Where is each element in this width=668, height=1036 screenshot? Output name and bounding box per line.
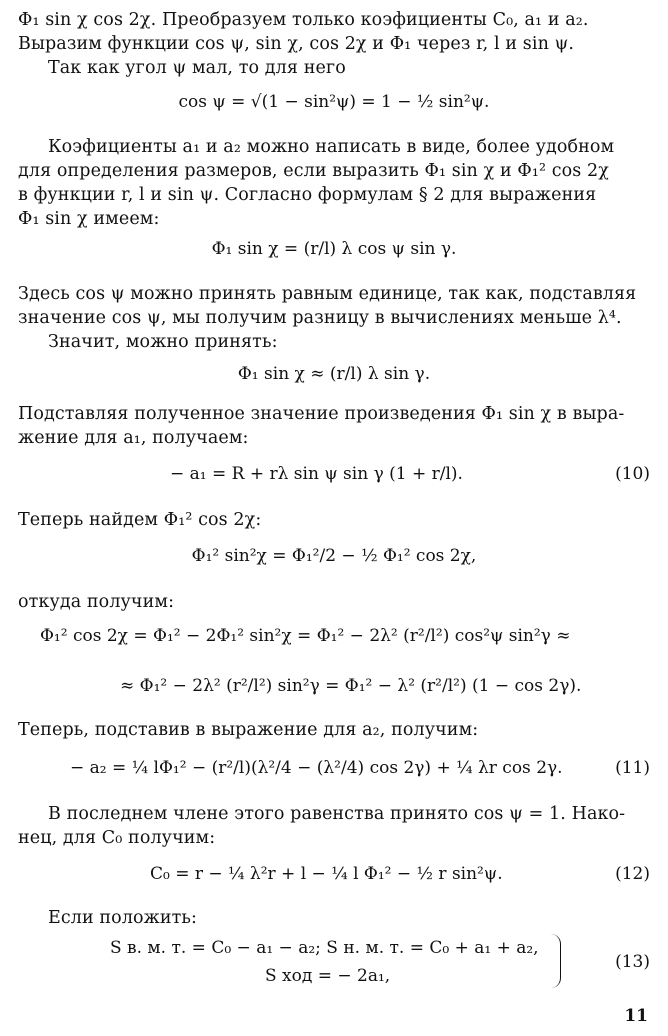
right-brace [548, 934, 561, 988]
text-line: откуда получим: [18, 592, 175, 612]
text-line: Выразим функции cos ψ, sin χ, cos 2χ и Φ₁ через r, l и sin ψ. [18, 34, 575, 54]
equation-10: − a₁ = R + rλ sin ψ sin γ (1 + r/l). [170, 464, 463, 484]
page-number: 11 [624, 1006, 648, 1026]
text-line: жение для a₁, получаем: [18, 428, 249, 448]
equation-phi-cos-line-2: ≈ Φ₁² − 2λ² (r²/l²) sin²γ = Φ₁² − λ² (r²/l²) (1 − cos 2γ). [120, 676, 582, 696]
text-line: В последнем члене этого равенства принято cos ψ = 1. Нако- [48, 804, 626, 824]
equation-phi-cos-line-1: Φ₁² cos 2χ = Φ₁² − 2Φ₁² sin²χ = Φ₁² − 2λ² (r²/l²) cos²ψ sin²γ ≈ [40, 626, 571, 646]
text-line: Подставляя полученное значение произведения Φ₁ sin χ в выра- [18, 404, 625, 424]
text-line: Так как угол ψ мал, то для него [48, 58, 346, 78]
text-line: нец, для C₀ получим: [18, 828, 216, 848]
equation-number-11: (11) [615, 758, 650, 778]
text-line: Теперь, подставив в выражение для a₂, получим: [18, 720, 479, 740]
text-line: для определения размеров, если выразить Φ₁ sin χ и Φ₁² cos 2χ [18, 161, 609, 181]
text-line: Коэфициенты a₁ и a₂ можно написать в виде, более удобном [48, 137, 615, 157]
text-line: Значит, можно принять: [48, 332, 278, 352]
equation-phi-sin: Φ₁ sin χ = (r/l) λ cos ψ sin γ. [211, 239, 457, 259]
text-line: значение cos ψ, мы получим разницу в вычислениях меньше λ⁴. [18, 308, 622, 328]
equation-13-line-1: S в. м. т. = C₀ − a₁ − a₂; S н. м. т. = C₀ + a₁ + a₂, [110, 938, 539, 958]
text-line: Здесь cos ψ можно принять равным единице, так как, подставляя [18, 284, 637, 304]
equation-number-13: (13) [615, 952, 650, 972]
text-line: Если положить: [48, 908, 198, 928]
equation-cos-psi: cos ψ = √(1 − sin²ψ) = 1 − ½ sin²ψ. [178, 92, 490, 112]
equation-number-12: (12) [615, 864, 650, 884]
text-line: Φ₁ sin χ cos 2χ. Преобразуем только коэфициенты C₀, a₁ и a₂. [18, 10, 589, 30]
equation-phi-sq-sin: Φ₁² sin²χ = Φ₁²/2 − ½ Φ₁² cos 2χ, [191, 546, 477, 566]
text-line: в функции r, l и sin ψ. Согласно формулам § 2 для выражения [18, 185, 597, 205]
text-line: Φ₁ sin χ имеем: [18, 209, 160, 229]
text-line: Теперь найдем Φ₁² cos 2χ: [18, 510, 262, 530]
equation-number-10: (10) [615, 464, 650, 484]
equation-phi-sin-approx: Φ₁ sin χ ≈ (r/l) λ sin γ. [237, 364, 431, 384]
equation-12: C₀ = r − ¼ λ²r + l − ¼ l Φ₁² − ½ r sin²ψ. [150, 864, 503, 884]
equation-13-line-2: S ход = − 2a₁, [265, 966, 391, 986]
equation-11: − a₂ = ¼ lΦ₁² − (r²/l)(λ²/4 − (λ²/4) cos 2γ) + ¼ λr cos 2γ. [70, 758, 563, 778]
